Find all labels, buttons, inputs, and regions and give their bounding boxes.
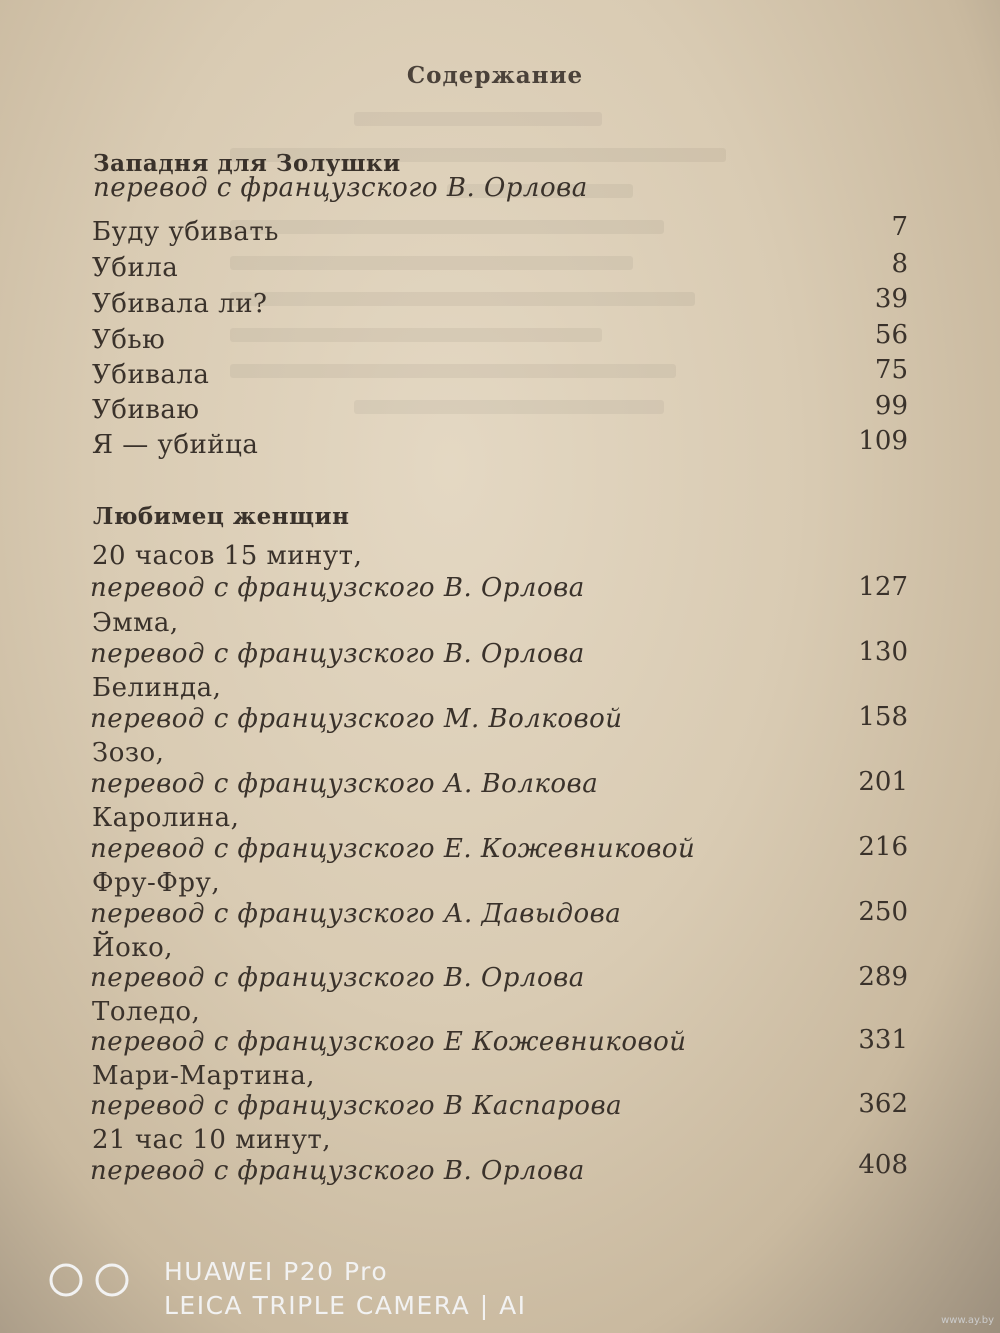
toc-entry-translator: перевод с французского М. Волковой — [90, 704, 623, 734]
toc-entry-page: 130 — [858, 637, 908, 667]
toc-entry-page: 158 — [858, 702, 908, 732]
toc-entry-page: 8 — [891, 249, 908, 279]
toc-entry-translator: перевод с французского В. Орлова — [90, 573, 585, 603]
toc-entry-title: Убивала — [92, 360, 210, 390]
toc-entry-title: Белинда, — [92, 673, 222, 703]
toc-entry-title: Толедо, — [92, 997, 201, 1027]
toc-entry-title: Каролина, — [92, 803, 240, 833]
watermark-line-1: HUAWEI P20 Pro — [164, 1257, 389, 1286]
toc-entry-page: 331 — [858, 1025, 908, 1055]
toc-entry-page: 99 — [874, 391, 908, 421]
toc-entry-translator: перевод с французского В Каспарова — [90, 1091, 623, 1121]
toc-entry-page: 250 — [858, 897, 908, 927]
toc-entry-title: Йоко, — [92, 933, 173, 963]
toc-entry-title: Мари-Мартина, — [92, 1061, 315, 1091]
toc-entry-title: Убила — [92, 253, 179, 283]
toc-entry-translator: перевод с французского В. Орлова — [90, 639, 585, 669]
toc-entry-title: 21 час 10 минут, — [92, 1125, 332, 1155]
toc-entry-title: Эмма, — [92, 608, 179, 638]
toc-entry-translator: перевод с французского Е Кожевниковой — [90, 1027, 687, 1057]
toc-entry-page: 7 — [891, 212, 908, 242]
toc-entry-title: Убиваю — [92, 395, 200, 425]
site-watermark: www.ay.by — [941, 1315, 994, 1326]
section-title-1: Западня для Золушки — [93, 150, 401, 177]
toc-entry-page: 39 — [874, 284, 908, 314]
toc-entry-page: 362 — [858, 1089, 908, 1119]
toc-entry-page: 109 — [858, 426, 908, 456]
toc-entry-title: Я — убийца — [92, 430, 259, 460]
toc-entry-title: Убью — [92, 325, 166, 355]
toc-entry-title: Зозо, — [92, 738, 165, 768]
toc-entry-title: Фру-Фру, — [92, 868, 221, 898]
toc-entry-translator: перевод с французского А. Давыдова — [90, 899, 622, 929]
toc-entry-page: 216 — [858, 832, 908, 862]
toc-entry-page: 408 — [858, 1150, 908, 1180]
toc-entry-page: 201 — [858, 767, 908, 797]
toc-entry-page: 289 — [858, 962, 908, 992]
camera-logo-rings-icon — [48, 1262, 140, 1298]
watermark-line-2: LEICA TRIPLE CAMERA | AI — [164, 1291, 527, 1320]
section-translator-1: перевод с французского В. Орлова — [93, 173, 588, 203]
toc-entry-page: 75 — [874, 355, 908, 385]
toc-entry-title: 20 часов 15 минут, — [92, 541, 363, 571]
section-title-2: Любимец женщин — [93, 503, 350, 530]
toc-entry-translator: перевод с французского А. Волкова — [90, 769, 599, 799]
toc-entry-page: 127 — [858, 572, 908, 602]
toc-entry-title: Убивала ли? — [92, 289, 268, 319]
page-title: Содержание — [406, 62, 584, 89]
toc-entry-translator: перевод с французского В. Орлова — [90, 1156, 585, 1186]
toc-entry-page: 56 — [874, 320, 908, 350]
toc-entry-translator: перевод с французского Е. Кожевниковой — [90, 834, 696, 864]
toc-entry-translator: перевод с французского В. Орлова — [90, 963, 585, 993]
toc-entry-title: Буду убивать — [92, 217, 279, 247]
